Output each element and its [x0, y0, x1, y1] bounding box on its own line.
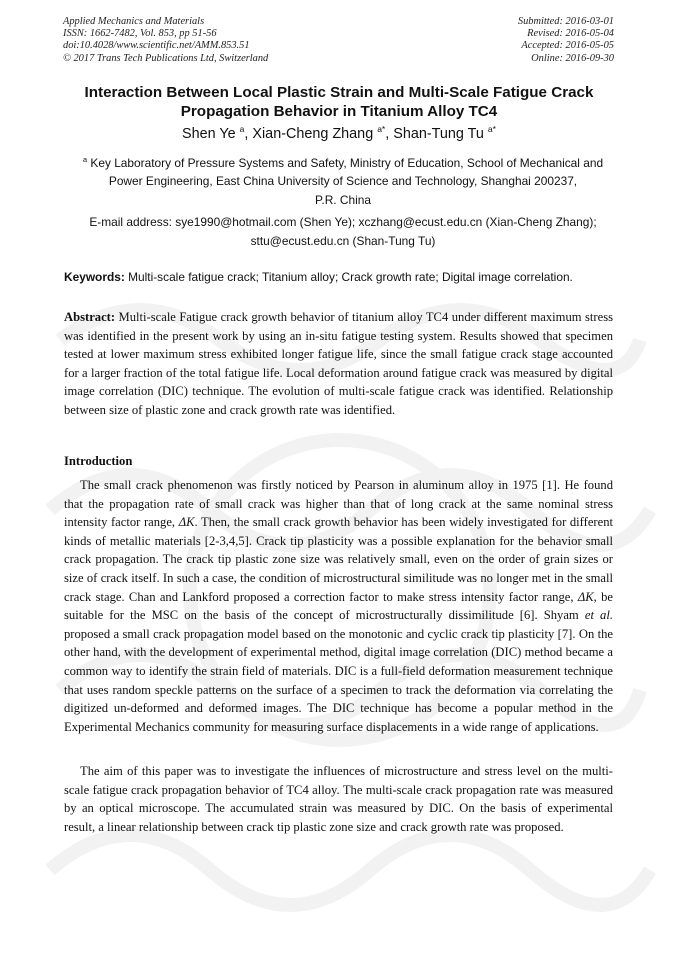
journal-info	[63, 16, 268, 65]
keywords-text: Multi-scale fatigue crack; Titanium alloy; Crack growth rate; Digital image correlation.	[128, 270, 573, 284]
author-list: Shen Ye $^a$, Xian-Cheng Zhang $^{a*}$, Shan-Tung Tu $^{a*}$	[182, 124, 496, 142]
keywords	[64, 269, 634, 286]
et-al: et al.	[584, 608, 614, 623]
author-name: Shen Ye	[182, 126, 236, 142]
submitted-date: Submitted: 2016-03-01	[517, 16, 614, 27]
title-line-2: Propagation Behavior in Titanium Alloy TC4	[180, 102, 498, 120]
journal-name: Applied Mechanics and Materials	[63, 16, 205, 27]
intro-text: . Then, the small crack growth behavior has been widely investigated for different kinds of metallic materials [2-3,4,5]. Crack tip plasticity was a possible explanation for the behavior small crack propagation. The crack tip plastic zone size was relatively small, even on the order of grain sizes or size of crack itself. In such a case, the condition of microstructural similitude was no longer met in the small crack stage. Chan and Lankford proposed a correction factor to make stress intensity factor range,	[64, 515, 613, 604]
affil-line-2: Power Engineering, East China University of Science and Technology, Shanghai 200237,	[108, 174, 578, 189]
intro-paragraph-2: The aim of this paper was to investigate the influences of microstructure and stress level on the multi-scale fatigue crack propagation behavior of TC4 alloy. The multi-scale crack propagation rate was measured by an optical microscope. The accumulated strain was measured by DIC. On the basis of experimental result, a linear relationship between crack tip plastic zone size and crack growth rate was proposed.	[64, 764, 613, 834]
keywords-label: Keywords:	[64, 270, 125, 284]
affiliation	[56, 154, 630, 209]
revised-date: Revised: 2016-05-04	[527, 28, 614, 40]
online-date: Online: 2016-09-30	[531, 52, 614, 64]
delta-k-symbol: ΔK	[577, 589, 594, 604]
author-affil-mark: a	[239, 124, 245, 134]
issn: ISSN: 1662-7482, Vol. 853, pp 51-56	[63, 28, 217, 40]
paper-title	[50, 84, 628, 121]
abstract-label: Abstract:	[64, 310, 116, 324]
title-line-1: Interaction Between Local Plastic Strain and Multi-Scale Fatigue Crack	[84, 84, 594, 101]
abstract	[64, 308, 613, 420]
author-affil-mark: a*	[487, 124, 496, 134]
affil-line-3: P.R. China	[315, 192, 371, 207]
affil-line-1: Key Laboratory of Pressure Systems and Safety, Ministry of Education, School of Mechanical and	[90, 156, 604, 170]
copyright: © 2017 Trans Tech Publications Ltd, Switzerland	[63, 52, 269, 64]
doi[interactable]: doi:10.4028/www.scientific.net/AMM.853.51	[63, 40, 250, 52]
email-addresses	[56, 213, 630, 250]
accepted-date: Accepted: 2016-05-05	[521, 40, 614, 52]
intro-text: The small crack phenomenon was firstly noticed by Pearson in aluminum alloy in 1975 [1]. He found that the propagation rate of small crack was higher than that of long crack at the same nominal stress intensity factor range,	[64, 478, 613, 530]
intro-text: proposed a small crack propagation model based on the monotonic and cyclic crack tip plasticity [7]. On the other hand, with the development of experimental method, digital image correlation (DIC) method became a common way to identify the strain field of materials. DIC is a full-field deformation measurement technique that uses random speckle patterns on the surface of a specimen to track the deformation via correlating the digitized un-deformed and deformed images. The DIC technique has become a popular method in the Experimental Mechanics community for measuring surface displacements in a wide range of applications.	[64, 626, 613, 734]
email-line-1[interactable]: E-mail address: sye1990@hotmail.com (Shen Ye); xczhang@ecust.edu.cn (Xian-Cheng Zhang);	[89, 215, 597, 229]
email-line-2[interactable]: sttu@ecust.edu.cn (Shan-Tung Tu)	[250, 233, 436, 248]
author-name: Shan-Tung Tu	[393, 126, 484, 142]
intro-paragraph-1	[64, 476, 613, 736]
abstract-text: Multi-scale Fatigue crack growth behavior of titanium alloy TC4 under different maximum stress was identified in the present work by using an in-situ fatigue testing system. Results showed that specimen tested at lower maximum stress exhibited longer fatigue life, since the small fatigue crack stage accounted for a larger fraction of the total fatigue life. Local deformation around fatigue crack was measured by digital image correlation (DIC) technique. The evolution of multi-scale fatigue crack was identified. Relationship between size of plastic zone and crack growth rate was identified.	[64, 310, 613, 417]
date-info	[518, 16, 614, 65]
delta-k-symbol: ΔK	[178, 515, 195, 530]
affil-mark: a	[82, 155, 88, 164]
author-affil-mark: a*	[377, 124, 386, 134]
introduction-heading: Introduction	[64, 454, 133, 468]
author-name: Xian-Cheng Zhang	[252, 126, 374, 142]
intro-text: , be suitable for the MSC on the basis of the concept of microstructurally dissimilitude [6]. Shyam	[64, 589, 613, 623]
